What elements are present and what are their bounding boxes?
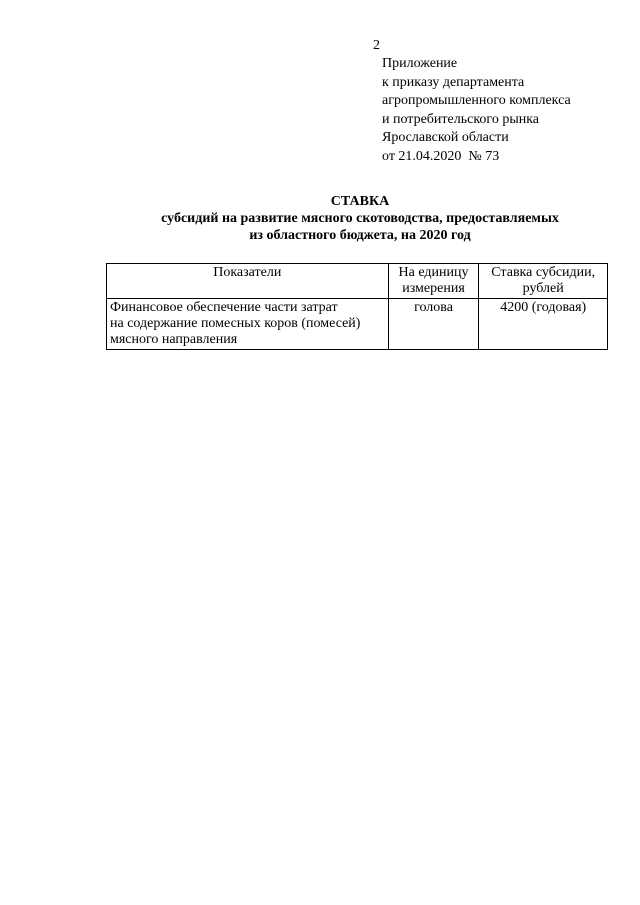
header-unit-label: измерения [402, 281, 465, 296]
table-row [107, 299, 608, 350]
cell-unit [388, 299, 479, 350]
title-heading: СТАВКА [330, 194, 390, 209]
appendix-line: Приложение [382, 56, 458, 71]
appendix-line: и потребительского рынка [382, 111, 540, 127]
header-rate [479, 264, 608, 299]
header-indicator [107, 264, 389, 299]
indicator-text: мясного направления [110, 332, 238, 347]
rate-text: 4200 (годовая) [500, 300, 587, 315]
indicator-text: на содержание помесных коров (помесей) [110, 316, 361, 331]
document-title [100, 193, 620, 244]
subsidy-rate-table [106, 263, 608, 350]
appendix-line: агропромышленного комплекса [382, 93, 571, 108]
indicator-text: Финансовое обеспечение части затрат [110, 300, 338, 315]
appendix-block [382, 55, 571, 166]
header-rate-label: Ставка субсидии, [491, 265, 596, 280]
header-unit-label: На единицу [398, 265, 469, 280]
page-number: 2 [373, 38, 380, 53]
header-indicator-label: Показатели [213, 265, 282, 280]
appendix-date-line: от 21.04.2020 № 73 [382, 148, 500, 164]
table-header-row [107, 264, 608, 299]
appendix-line: Ярославской области [382, 130, 509, 145]
cell-indicator [107, 299, 389, 350]
header-rate-label: рублей [522, 281, 564, 296]
header-unit [388, 264, 479, 299]
title-subline: из областного бюджета, на 2020 год [249, 228, 471, 243]
appendix-line: к приказу департамента [382, 74, 525, 90]
cell-rate [479, 299, 608, 350]
unit-text: голова [414, 300, 453, 315]
title-subline: субсидий на развитие мясного скотоводства, предоставляемых [161, 211, 559, 226]
